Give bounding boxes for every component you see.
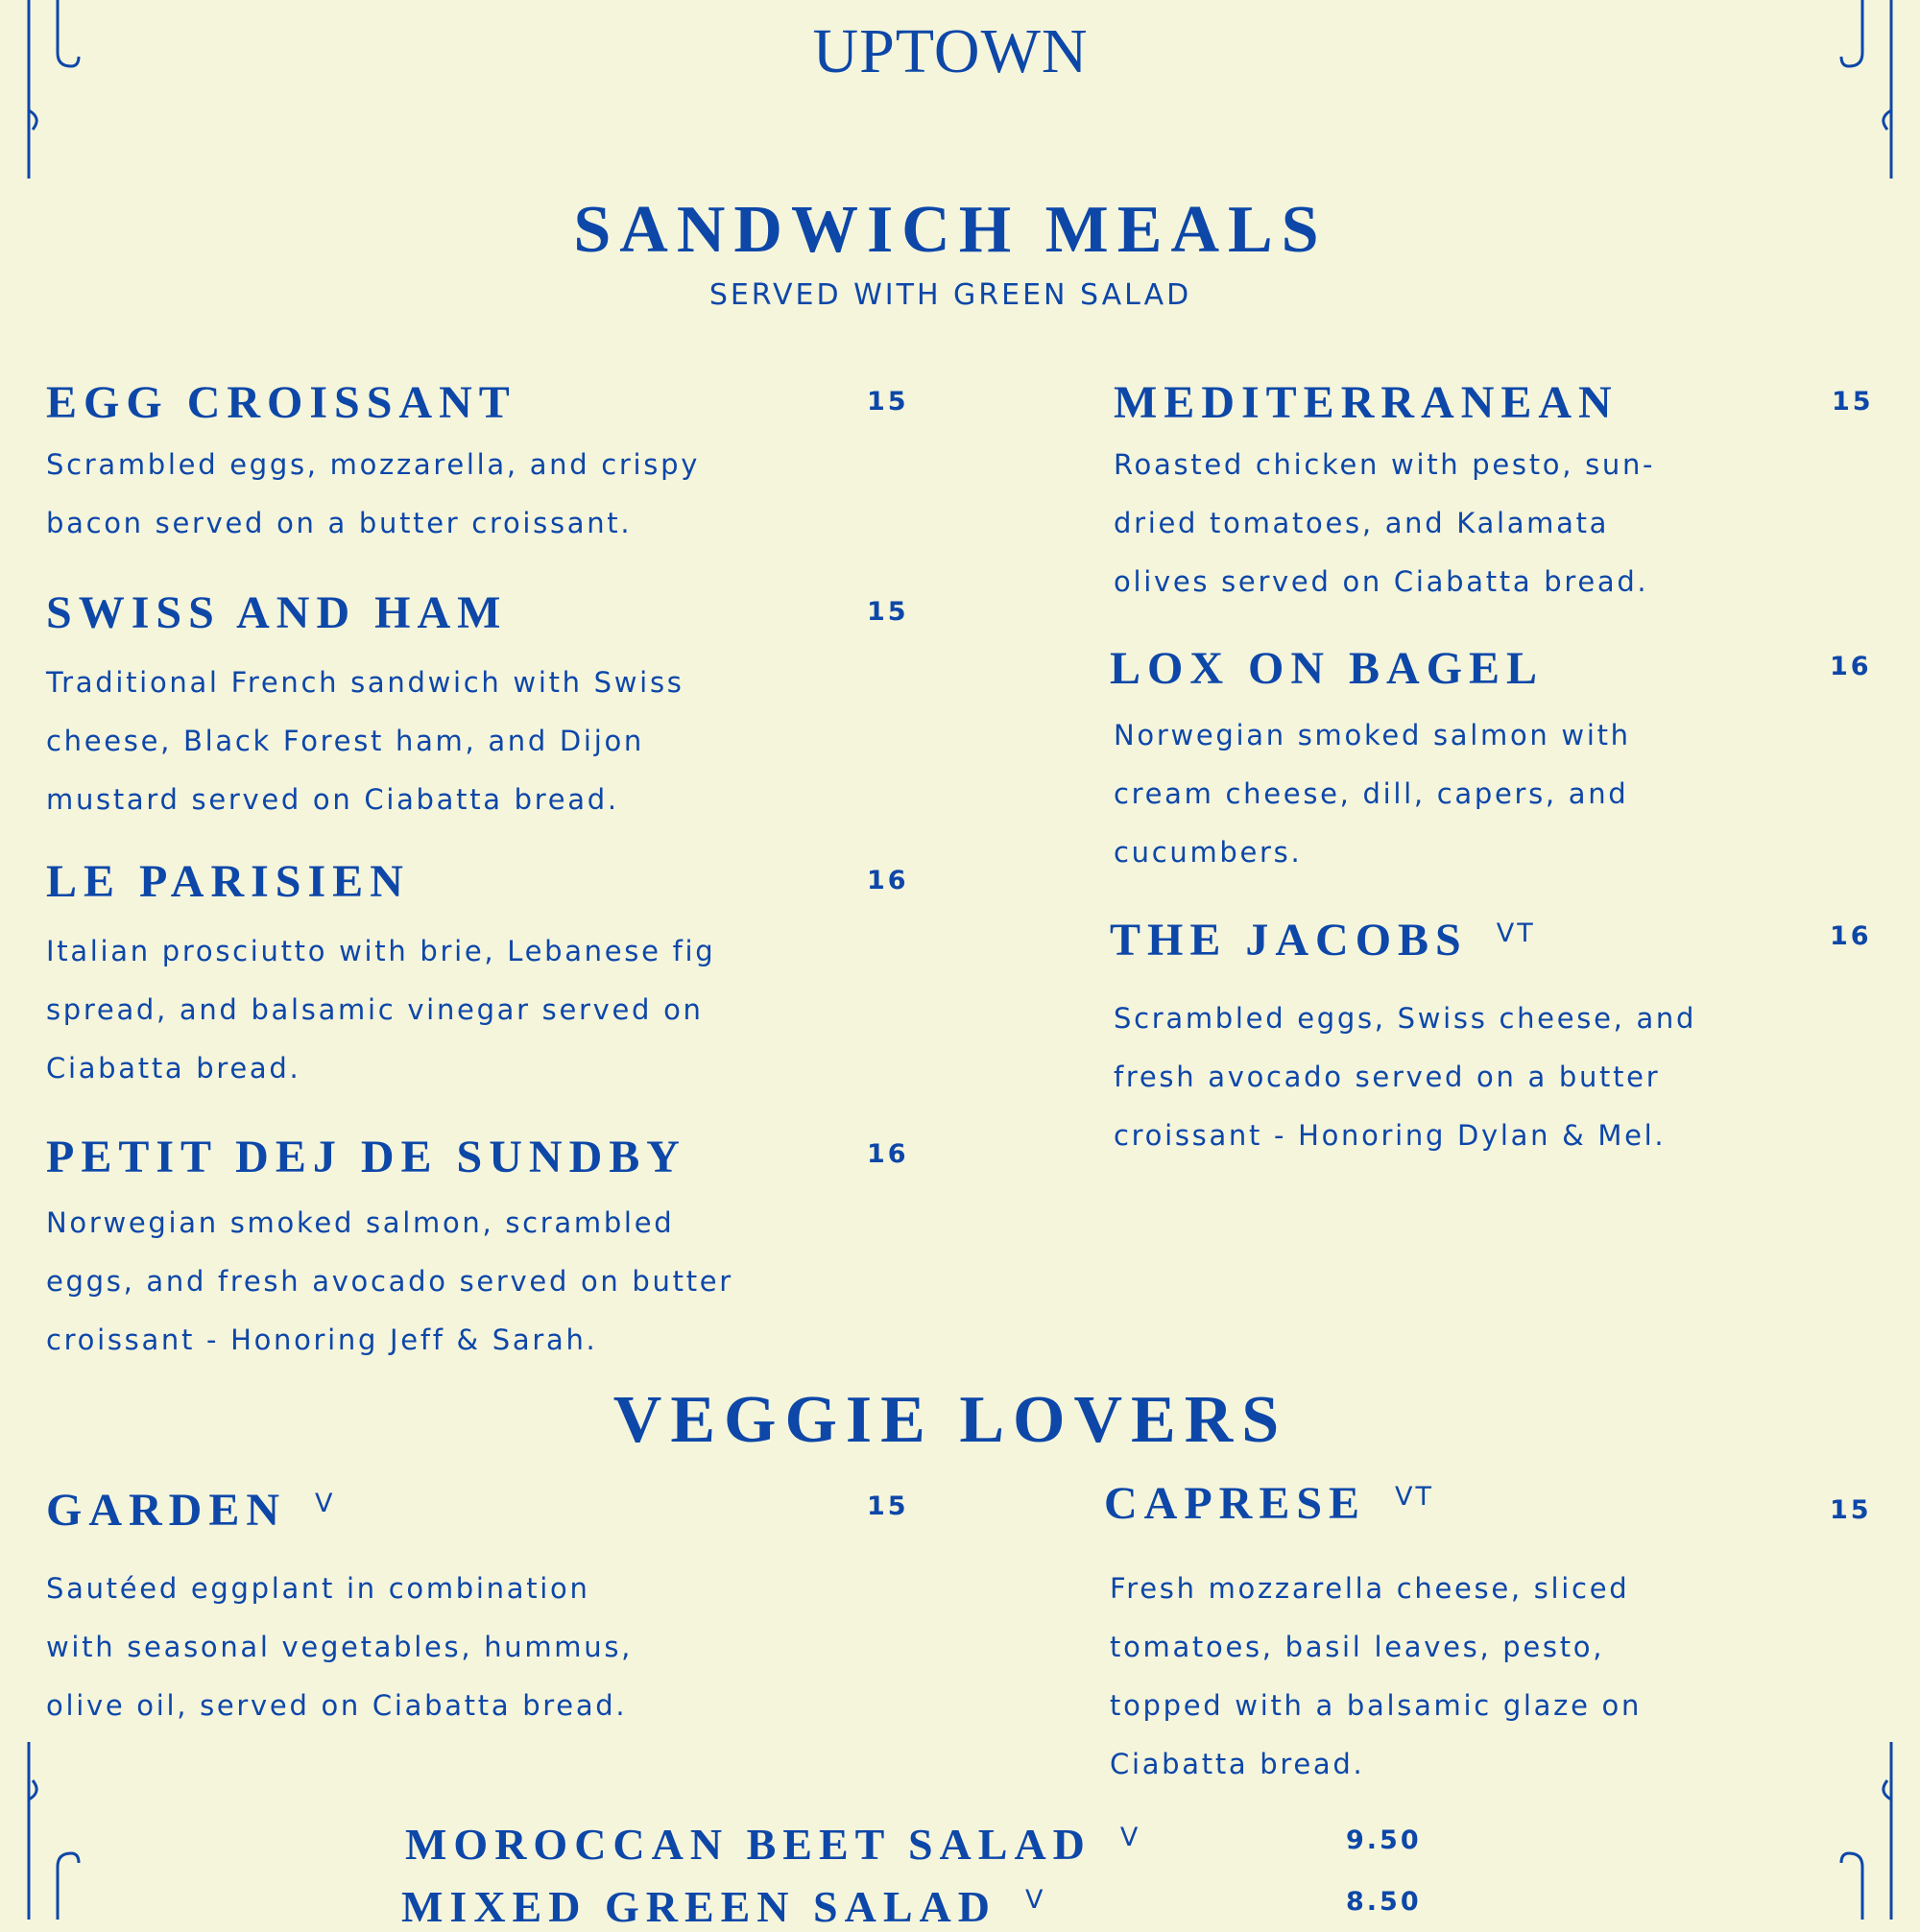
vegan-tag: V <box>1119 1823 1141 1852</box>
menu-item-description: Sautéed eggplant in combination with seasonal vegetables, hummus, olive oil, served on Ciabatta bread. <box>46 1572 634 1722</box>
menu-item-name-garden: GARDEN $^V$ <box>46 1485 336 1536</box>
menu-item-price: 16 <box>867 866 909 895</box>
menu-item-price: 16 <box>1830 652 1872 681</box>
menu-item-name-swiss-and-ham: SWISS AND HAM <box>46 587 508 638</box>
menu-item-description: Fresh mozzarella cheese, sliced tomatoes, basil leaves, pesto, topped with a balsamic glaze on Ciabatta bread. <box>1110 1572 1643 1780</box>
frame-bottom-right-ornament <box>1836 1742 1903 1920</box>
side-item-name-mixed-green-salad: MIXED GREEN SALAD $^V$ <box>401 1882 1046 1931</box>
menu-item-name-le-parisien: LE PARISIEN <box>46 856 410 907</box>
menu-item-price: 15 <box>867 1491 909 1521</box>
section-title-sandwich-meals: SANDWICH MEALS <box>573 193 1328 267</box>
menu-item-price: 15 <box>1830 1495 1872 1525</box>
frame-bottom-left-ornament <box>17 1742 84 1920</box>
menu-item-name-petit-dej-de-sundby: PETIT DEJ DE SUNDBY <box>46 1132 686 1182</box>
vegan-tag: V <box>1024 1885 1046 1915</box>
menu-item-name-mediterranean: MEDITERRANEAN <box>1114 377 1619 428</box>
section-title-veggie-lovers: VEGGIE LOVERS <box>612 1383 1288 1457</box>
menu-item-description: Scrambled eggs, mozzarella, and crispy bacon served on a butter croissant. <box>46 448 701 539</box>
menu-item-price: 16 <box>1830 921 1872 951</box>
menu-item-description: Roasted chicken with pesto, sun- dried tomatoes, and Kalamata olives served on Ciabatta bread. <box>1114 448 1656 598</box>
menu-item-description: Traditional French sandwich with Swiss cheese, Black Forest ham, and Dijon mustard served on Ciabatta bread. <box>46 666 684 816</box>
menu-item-price: 15 <box>867 597 909 627</box>
vegetarian-tag: VT <box>1496 918 1536 948</box>
menu-item-name-lox-on-bagel: LOX ON BAGEL <box>1110 643 1545 694</box>
menu-item-name-caprese: CAPRESE $^{VT}$ <box>1104 1478 1435 1529</box>
menu-item-description: Norwegian smoked salmon with cream cheese, dill, capers, and cucumbers. <box>1114 719 1631 869</box>
menu-item-description: Norwegian smoked salmon, scrambled eggs, and fresh avocado served on butter croissant - Honoring Jeff & Sarah. <box>46 1206 733 1356</box>
menu-item-description: Scrambled eggs, Swiss cheese, and fresh avocado served on a butter croissant - Honoring Dylan & Mel. <box>1114 1002 1697 1152</box>
brand-title: UPTOWN <box>812 16 1089 86</box>
menu-item-price: 15 <box>1832 387 1874 417</box>
vegetarian-tag: VT <box>1395 1482 1435 1512</box>
side-item-price: 8.50 <box>1346 1887 1422 1917</box>
menu-item-price: 15 <box>867 387 909 417</box>
vegan-tag: V <box>315 1489 336 1518</box>
side-item-name-moroccan-beet-salad: MOROCCAN BEET SALAD $^V$ <box>405 1820 1141 1869</box>
menu-item-price: 16 <box>867 1139 909 1169</box>
menu-item-name-the-jacobs: THE JACOBS $^{VT}$ <box>1110 915 1536 966</box>
menu-item-name-egg-croissant: EGG CROISSANT <box>46 377 516 428</box>
section-subtitle: SERVED WITH GREEN SALAD <box>708 278 1192 312</box>
side-item-price: 9.50 <box>1346 1825 1422 1855</box>
menu-item-description: Italian prosciutto with brie, Lebanese fig spread, and balsamic vinegar served on Ciabatta bread. <box>46 935 716 1085</box>
